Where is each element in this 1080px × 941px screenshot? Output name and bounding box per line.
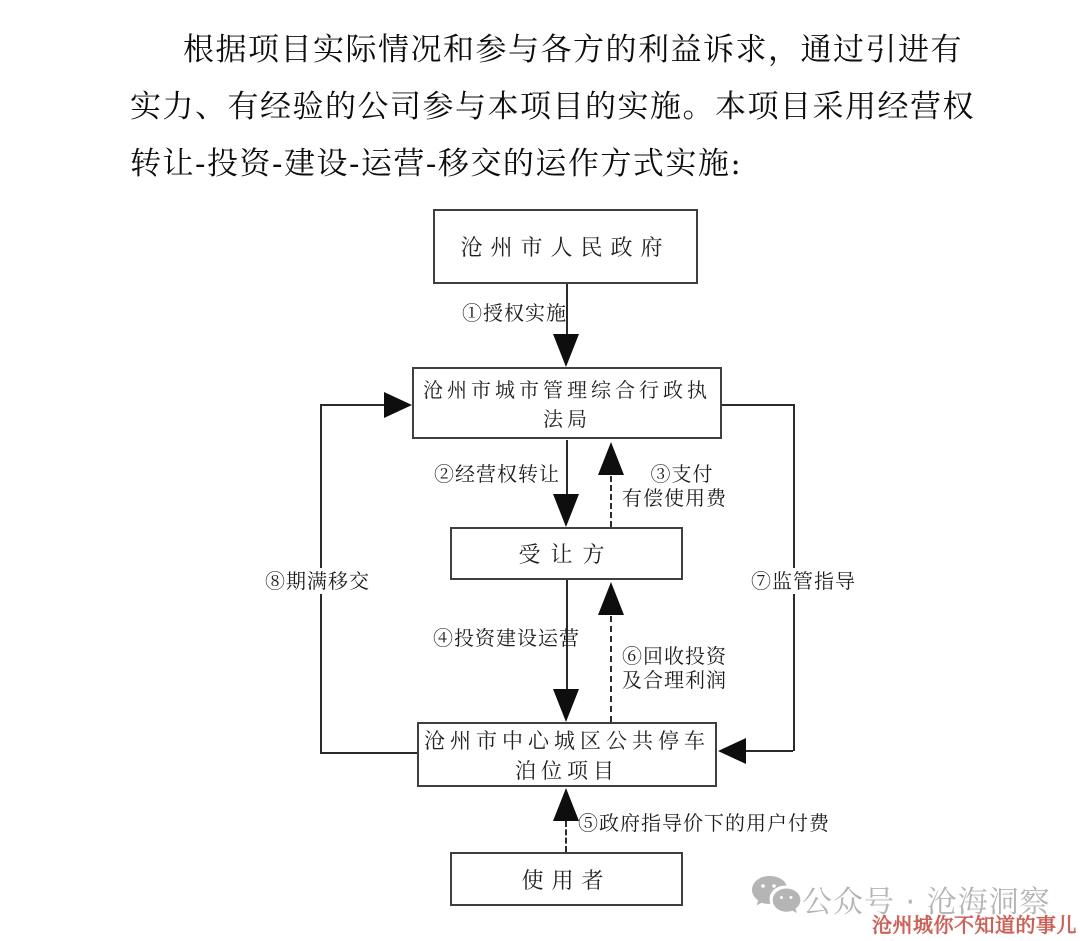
watermark-account-label: 公众号 · 沧海洞察 [802,885,1051,920]
paragraph-line-2: 实力、有经验的公司参与本项目的实施。本项目采用经营权 [130,89,975,125]
edge-invest-arrowhead-icon [553,689,579,722]
node-project [417,722,717,787]
edge-invest-label: ④投资建设运营 [433,626,580,650]
node-bureau-label-line1: 沧州市城市管理综合行政执 [423,378,711,402]
node-user [450,852,683,906]
node-transferee [450,527,683,580]
edge-supervise-line-top [722,404,793,406]
watermark-overlay-text: 沧州城你不知道的事儿 [872,913,1077,937]
paragraph-line-3: 转让-投资-建设-运营-移交的运作方式实施: [130,146,743,182]
edge-handover-arrowhead-icon [384,392,412,418]
node-government-label: 沧州市人民政府 [460,236,671,261]
edge-recover-label [622,644,727,692]
edge-user-pay-label: ⑤政府指导价下的用户付费 [578,811,830,835]
node-user-label: 使用者 [521,868,612,894]
edge-transfer-label: ②经营权转让 [434,462,560,486]
edge-user-pay-line [565,821,567,852]
edge-recover-label-line1: ⑥回收投资 [622,644,727,668]
edge-authorize-arrowhead-icon [553,334,579,367]
node-bureau [412,367,722,439]
node-government [433,209,698,284]
edge-authorize-label: ①授权实施 [462,301,567,325]
paragraph-line-1: 根据项目实际情况和参与各方的利益诉求，通过引进有 [183,32,963,68]
edge-pay-fee-label-line2: 有偿使用费 [622,486,727,510]
edge-handover-line-bottom [320,752,417,754]
edge-pay-fee-label-line1: ③支付 [650,462,714,486]
node-project-label-line2: 泊位项目 [515,758,619,783]
node-project-label-line1: 沧州市中心城区公共停车 [424,728,710,753]
edge-handover-label: ⑧期满移交 [262,568,373,594]
edge-supervise-arrowhead-icon [718,738,746,764]
edge-recover-arrowhead-icon [598,582,624,615]
edge-recover-line [610,616,612,722]
edge-handover-line-top [320,404,386,406]
edge-supervise-line-bottom [746,750,793,752]
edge-pay-fee-arrowhead-icon [598,442,624,475]
edge-pay-fee-label [622,462,742,510]
node-transferee-label: 受让方 [518,543,615,568]
edge-transfer-line [566,440,568,494]
edge-pay-fee-line [610,476,612,527]
wechat-icon [750,874,802,924]
edge-user-pay-arrowhead-icon [553,788,579,821]
edge-transfer-arrowhead-icon [553,494,579,527]
edge-supervise-label: ⑦监管指导 [748,568,859,594]
node-bureau-label-line2: 法局 [543,407,591,431]
edge-recover-label-line2: 及合理利润 [622,668,727,692]
